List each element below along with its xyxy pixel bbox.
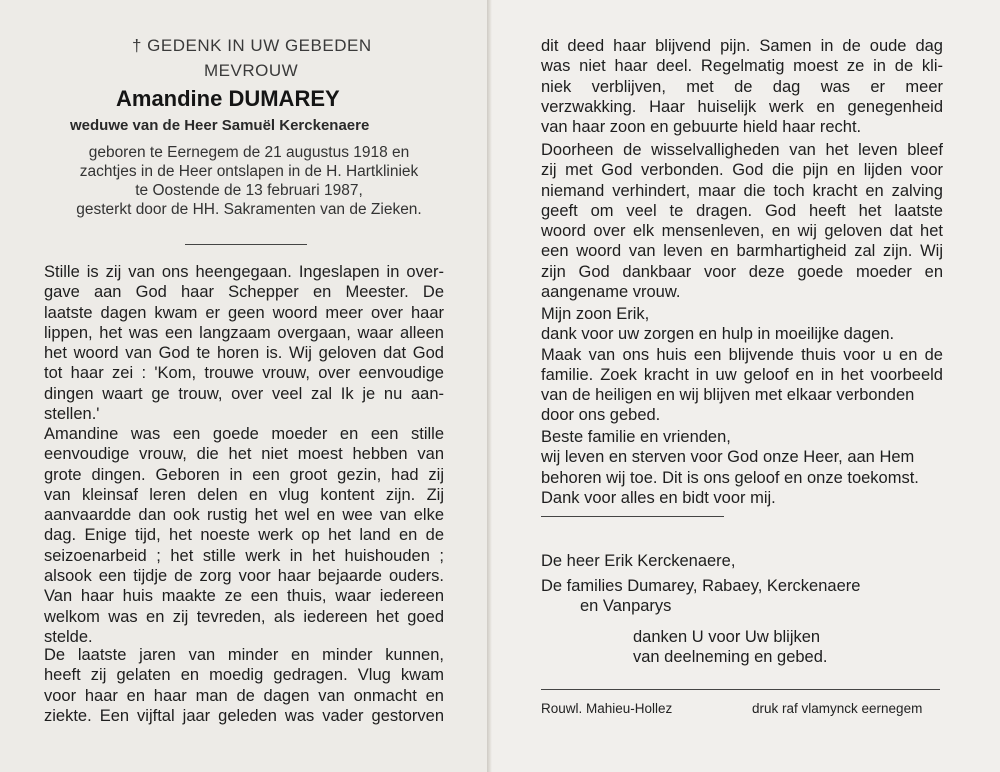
text-line: behoren wij toe. Dit is ons geloof en onze toekomst. bbox=[541, 468, 919, 487]
right-paragraph-1 bbox=[541, 36, 943, 137]
info-line: geboren te Eernegem de 21 augustus 1918 en bbox=[88, 144, 410, 161]
text-line: Stille is zij van ons heengegaan. Ingeslapen in over- bbox=[44, 263, 444, 281]
text-line: laatste dagen kwam er geen woord meer over haar bbox=[44, 303, 444, 322]
text-line: Dank voor alles en bidt voor mij. bbox=[541, 488, 776, 507]
info-line: gesterkt door de HH. Sakramenten van de Zieken. bbox=[76, 201, 422, 218]
text-line: alsook een tijdje de zorg voor haar bejaarde ouders. bbox=[44, 567, 444, 586]
text-line: zijn God dankbaar voor deze goede moeder en bbox=[541, 262, 943, 281]
text-line: stelde. bbox=[44, 627, 93, 646]
left-paragraph-2 bbox=[44, 424, 444, 647]
text-line: van haar zoon en gebuurte hield haar recht. bbox=[541, 118, 862, 137]
text-line: door ons gebed. bbox=[541, 406, 661, 425]
deceased-name: Amandine DUMAREY bbox=[116, 86, 340, 111]
footer-divider bbox=[541, 689, 940, 690]
left-paragraph-3 bbox=[44, 645, 444, 726]
text-line: niemand verhindert, maar die toch kracht en zalving bbox=[541, 181, 943, 200]
thanks-message-2: van deelneming en gebed. bbox=[633, 648, 828, 666]
remembrance-heading: † GEDENK IN UW GEBEDEN bbox=[132, 36, 372, 55]
header-divider bbox=[185, 244, 307, 245]
text-line: het woord van God te horen is. Wij geloven dat God bbox=[44, 344, 444, 363]
text-line: gave aan God haar Schepper en Meester. De bbox=[44, 283, 444, 302]
right-paragraph-3 bbox=[541, 304, 943, 426]
text-line: dank voor uw zorgen en hulp in moeilijke dagen. bbox=[541, 325, 895, 344]
text-line: grote dingen. Geboren in een groot gezin, had zij bbox=[44, 465, 444, 484]
text-line: seizoenarbeid ; het stille werk in het huishouden ; bbox=[44, 546, 444, 565]
text-line: tot haar zei : 'Kom, trouwe vrouw, over eenvoudige bbox=[44, 364, 444, 383]
right-paragraph-4 bbox=[541, 427, 943, 508]
text-line: van kleinsaf leren delen en vlug kontent zijn. Zij bbox=[44, 485, 444, 504]
text-line: wij leven en sterven voor God onze Heer, aan Hem bbox=[541, 448, 915, 467]
text-line: een woord van leven en barmhartigheid zal zijn. Wij bbox=[541, 242, 943, 261]
thanks-son: De heer Erik Kerckenaere, bbox=[541, 552, 736, 570]
signature-divider bbox=[541, 516, 724, 517]
text-line: ziekte. Een vijftal jaar geleden was vader gestorven bbox=[44, 706, 444, 725]
text-line: lippen, het was een langzaam overgaan, waar alleen bbox=[44, 323, 444, 342]
thanks-families: De families Dumarey, Rabaey, Kerckenaere bbox=[541, 577, 861, 595]
birth-death-info bbox=[40, 143, 458, 219]
text-line: stellen.' bbox=[44, 405, 100, 424]
text-line: dit deed haar blijvend pijn. Samen in de oude dag bbox=[541, 37, 943, 55]
text-line: woord over elk mensenleven, en wij geloven dat het bbox=[541, 222, 943, 241]
right-paragraph-2 bbox=[541, 140, 943, 302]
text-line: aangename vrouw. bbox=[541, 283, 681, 302]
text-line: heeft zij gelaten en moedig gedragen. Vlug kwam bbox=[44, 666, 444, 685]
thanks-message-1: danken U voor Uw blijken bbox=[633, 628, 821, 646]
text-line: Mijn zoon Erik, bbox=[541, 305, 650, 323]
info-line: te Oostende de 13 februari 1987, bbox=[135, 182, 363, 199]
widow-of-line: weduwe van de Heer Samuël Kerckenaere bbox=[70, 117, 370, 134]
funeral-director: Rouwl. Mahieu-Hollez bbox=[541, 701, 673, 716]
info-line: zachtjes in de Heer ontslapen in de H. Hartkliniek bbox=[79, 163, 419, 180]
printer-credit: druk raf vlamynck eernegem bbox=[752, 701, 923, 716]
text-line: zij met God verbonden. God die pijn en lijden voor bbox=[541, 161, 943, 180]
text-line: De laatste jaren van minder en minder kunnen, bbox=[44, 646, 444, 664]
text-line: eenvoudige vrouw, die het niet moest hebben van bbox=[44, 445, 444, 464]
text-line: Maak van ons huis een blijvende thuis voor u en de bbox=[541, 345, 943, 364]
left-paragraph-1 bbox=[44, 262, 444, 424]
thanks-families-cont: en Vanparys bbox=[580, 597, 672, 615]
text-line: familie. Zoek kracht in uw geloof en in het voorbeeld bbox=[541, 365, 943, 384]
text-line: voor haar en haar man de dagen van onmacht en bbox=[44, 686, 444, 705]
text-line: dingen waart ge trouw, over veel zal Ik je nu aan- bbox=[44, 384, 444, 403]
text-line: verzwakking. Haar huiselijk werk en genegenheid bbox=[541, 97, 943, 116]
title-mevrouw: MEVROUW bbox=[204, 61, 299, 80]
text-line: Amandine was een goede moeder en een stille bbox=[44, 425, 444, 443]
text-line: niek verblijven, met de dag was er meer bbox=[541, 77, 943, 96]
text-line: welkom was en zij tevreden, als iedereen het goed bbox=[44, 607, 444, 626]
text-line: Doorheen de wisselvalligheden van het leven bleef bbox=[541, 141, 943, 159]
text-line: geeft om veel te dragen. God heeft het laatste bbox=[541, 201, 943, 220]
text-line: aanvaardde dan ook rustig het wel en wee van elke bbox=[44, 506, 444, 525]
text-line: Van haar huis maakte ze een thuis, waar iedereen bbox=[44, 587, 444, 606]
text-line: was niet haar deel. Regelmatig moest ze in de kli- bbox=[541, 57, 943, 76]
text-line: van de heiligen en wij blijven met elkaar verbonden bbox=[541, 386, 915, 405]
text-line: dag. Enige tijd, het noeste werk op het land en de bbox=[44, 526, 444, 545]
text-line: Beste familie en vrienden, bbox=[541, 428, 731, 446]
